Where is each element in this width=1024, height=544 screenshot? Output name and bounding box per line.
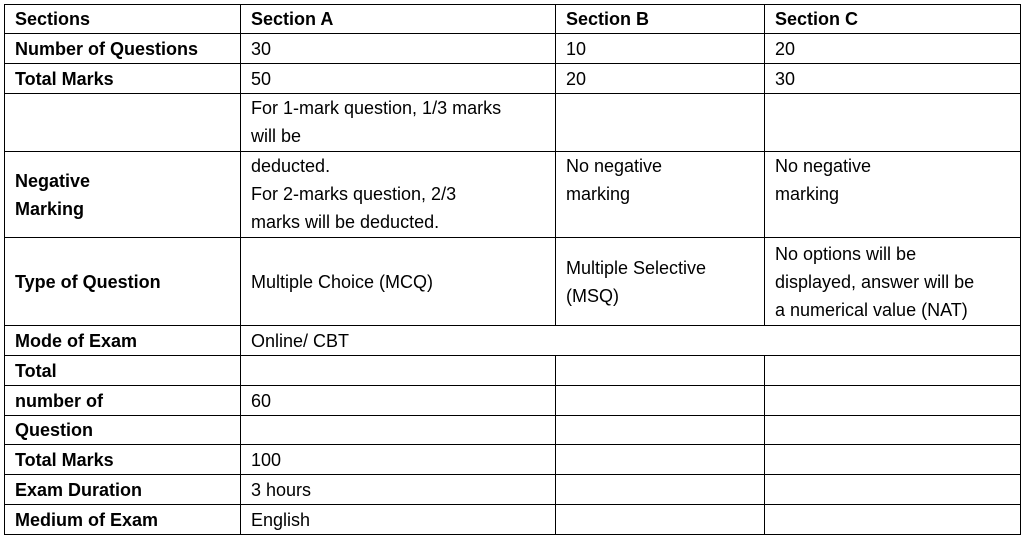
blank-cell — [556, 475, 765, 505]
section-c-cell: 20 — [765, 34, 1021, 64]
medium-of-exam-row — [5, 505, 1021, 535]
header-section-a: Section A — [241, 5, 556, 34]
row-label: Type of Question — [5, 238, 241, 326]
section-c-cell: 30 — [765, 64, 1021, 94]
total-number-of-question-row-1 — [5, 356, 1021, 386]
row-label: Total Marks — [5, 445, 241, 475]
label-line: Negative — [15, 170, 91, 191]
blank-cell — [556, 416, 765, 445]
total-number-of-question-row-2 — [5, 386, 1021, 416]
section-b-cell-blank — [556, 94, 765, 152]
section-b-cell: 10 — [556, 34, 765, 64]
total-marks-section-row — [5, 64, 1021, 94]
section-a-cell: 30 — [241, 34, 556, 64]
row-label: Exam Duration — [5, 475, 241, 505]
mode-of-exam-value: Online/ CBT — [241, 326, 1021, 356]
text-line: marking — [566, 184, 631, 204]
blank-cell — [241, 416, 556, 445]
total-marks-value: 100 — [241, 445, 556, 475]
total-marks-row — [5, 445, 1021, 475]
exam-duration-value: 3 hours — [241, 475, 556, 505]
blank-cell — [241, 356, 556, 386]
text-line: a numerical value (NAT) — [775, 299, 968, 320]
section-c-cell — [765, 152, 1021, 238]
blank-cell — [556, 505, 765, 535]
row-label-blank — [5, 94, 241, 152]
text-line: For 2-marks question, 2/3 — [251, 184, 457, 204]
text-line: marking — [775, 184, 840, 204]
header-section-c: Section C — [765, 5, 1021, 34]
blank-cell — [765, 445, 1021, 475]
row-label: Number of Questions — [5, 34, 241, 64]
blank-cell — [765, 505, 1021, 535]
blank-cell — [765, 416, 1021, 445]
blank-cell — [556, 386, 765, 416]
row-label-line: Total — [5, 356, 241, 386]
text-line: displayed, answer will be — [775, 271, 975, 292]
negative-marking-row-top — [5, 94, 1021, 152]
text-line: No negative — [566, 156, 663, 176]
exam-pattern-table — [4, 4, 1021, 535]
blank-cell — [765, 475, 1021, 505]
mode-of-exam-row — [5, 326, 1021, 356]
section-c-cell-blank — [765, 94, 1021, 152]
negative-marking-row — [5, 152, 1021, 238]
total-number-of-question-value: 60 — [241, 386, 556, 416]
section-a-cell — [241, 152, 556, 238]
section-b-cell: 20 — [556, 64, 765, 94]
section-a-cell — [241, 94, 556, 152]
text-line: No options will be — [775, 243, 917, 264]
row-label: Medium of Exam — [5, 505, 241, 535]
text-line: marks will be deducted. — [251, 212, 440, 232]
text-line: (MSQ) — [566, 285, 619, 306]
section-a-cell: 50 — [241, 64, 556, 94]
header-sections: Sections — [5, 5, 241, 34]
row-label — [5, 152, 241, 238]
section-b-cell — [556, 238, 765, 326]
text-line: Multiple Selective — [566, 257, 707, 278]
medium-of-exam-value: English — [241, 505, 556, 535]
row-label: Total Marks — [5, 64, 241, 94]
header-section-b: Section B — [556, 5, 765, 34]
blank-cell — [765, 356, 1021, 386]
row-label: Mode of Exam — [5, 326, 241, 356]
total-number-of-question-row-3 — [5, 416, 1021, 445]
text-line: deducted. — [251, 156, 331, 176]
section-a-cell: Multiple Choice (MCQ) — [241, 238, 556, 326]
exam-duration-row — [5, 475, 1021, 505]
blank-cell — [556, 356, 765, 386]
blank-cell — [765, 386, 1021, 416]
row-label-line: Question — [5, 416, 241, 445]
text-line: For 1-mark question, 1/3 marks — [251, 98, 502, 118]
text-line: will be — [251, 126, 302, 146]
section-c-cell — [765, 238, 1021, 326]
section-b-cell — [556, 152, 765, 238]
type-of-question-row — [5, 238, 1021, 326]
blank-cell — [556, 445, 765, 475]
text-line: No negative — [775, 156, 872, 176]
header-row — [5, 5, 1021, 34]
number-of-questions-row — [5, 34, 1021, 64]
label-line: Marking — [15, 198, 85, 219]
row-label-line: number of — [5, 386, 241, 416]
